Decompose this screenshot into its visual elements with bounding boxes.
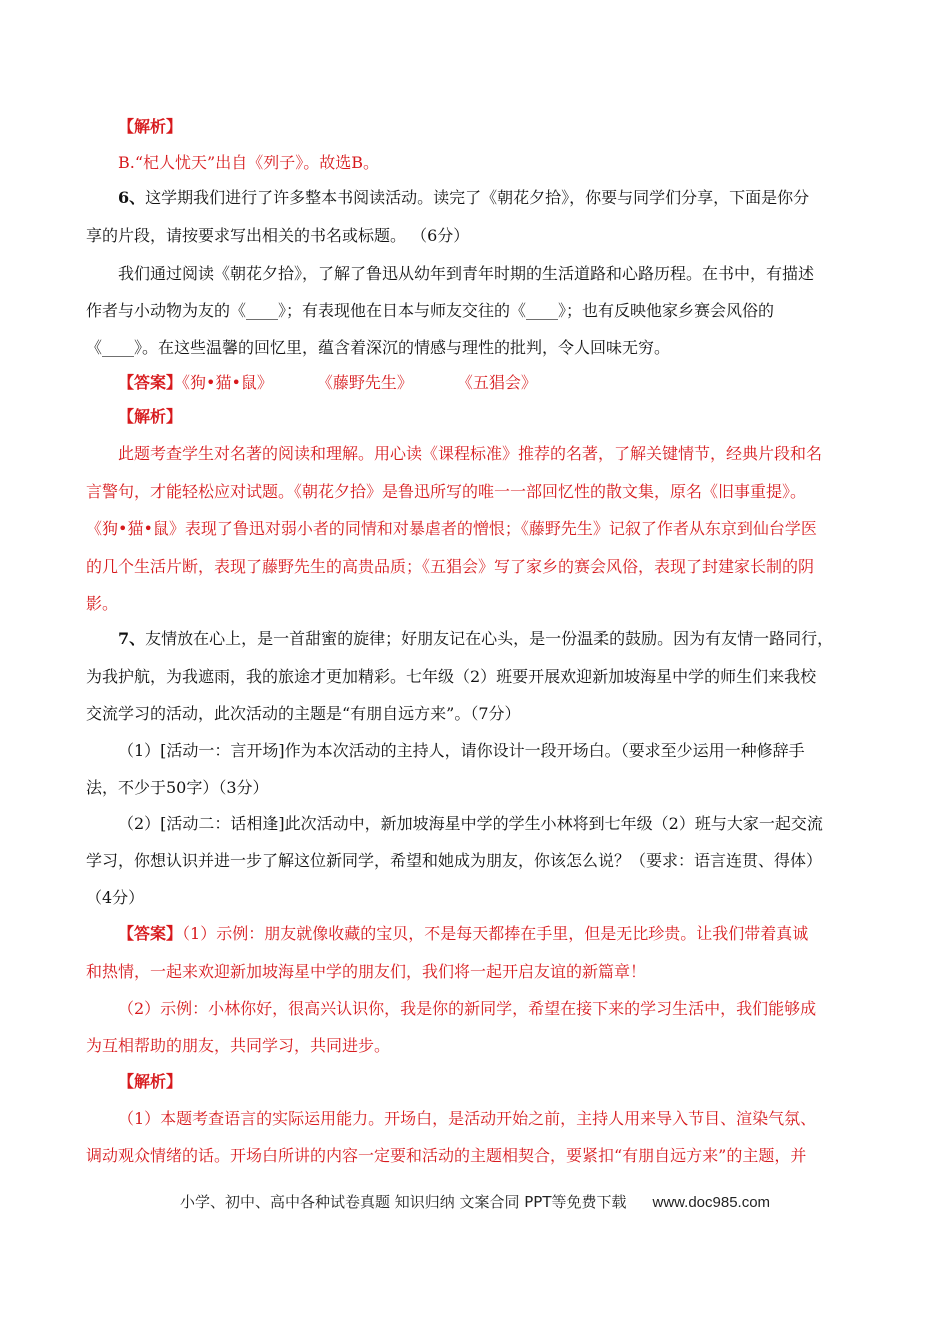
answer-text: （2）示例：小林你好，很高兴认识你，我是你的新同学，希望在接下来的学习生活中，我们能够成 <box>118 999 817 1018</box>
subquestion-text: 学习，你想认识并进一步了解这位新同学，希望和她成为朋友，你该怎么说？（要求：语言连贯、得体） <box>86 851 823 870</box>
analysis-text: 影。 <box>86 594 119 613</box>
analysis-text: 的几个生活片断，表现了藤野先生的高贵品质；《五猖会》写了家乡的赛会风俗，表现了封建家长制的阴 <box>86 557 815 576</box>
question-7-line <box>118 628 876 650</box>
answer-text: （1）示例：朋友就像收藏的宝贝，不是每天都捧在手里，但是无比珍贵。让我们带着真诚 <box>182 924 809 943</box>
answer-text: 和热情，一起来欢迎新加坡海星中学的朋友们，我们将一起开启友谊的新篇章！ <box>86 962 647 981</box>
passage-text: 作者与小动物为友的《____》；有表现他在日本与师友交往的《____》；也有反映他家乡赛会风俗的 <box>86 301 775 320</box>
analysis-text: （1）本题考查语言的实际运用能力。开场白，是活动开始之前，主持人用来导入节目、渲染气氛、 <box>118 1109 817 1128</box>
footer-text: 小学、初中、高中各种试卷真题 知识归纳 文案合同 PPT等免费下载 <box>179 1193 627 1211</box>
analysis-text: 调动观众情绪的话。开场白所讲的内容一定要和活动的主题相契合，要紧扣“有朋自远方来”的主题，并 <box>86 1146 807 1165</box>
question-text: 这学期我们进行了许多整本书阅读活动。读完了《朝花夕拾》，你要与同学们分享，下面是你分 <box>145 188 810 207</box>
subquestion-text: 法，不少于50字）（3分） <box>86 778 269 797</box>
passage-text: 《____》。在这些温馨的回忆里，蕴含着深沉的情感与理性的批判，令人回味无穷。 <box>86 338 671 357</box>
answer-text: B.“杞人忧天”出自《列子》。故选B。 <box>118 153 379 172</box>
analysis-label: 【解析】 <box>118 1072 183 1091</box>
answer-item: 《五猖会》 <box>456 373 537 392</box>
analysis-label: 【解析】 <box>118 117 183 136</box>
question-text: 享的片段，请按要求写出相关的书名或标题。 （6分） <box>86 226 470 245</box>
answer-item: 《藤野先生》 <box>316 373 413 392</box>
question-number: 7、 <box>118 629 146 648</box>
answer-line <box>118 372 876 394</box>
answer-text: 为互相帮助的朋友，共同学习，共同进步。 <box>86 1036 391 1055</box>
subquestion-text: （1）[活动一：言开场]作为本次活动的主持人，请你设计一段开场白。（要求至少运用一种修辞手 <box>118 741 805 760</box>
answer-label: 【答案】 <box>118 373 183 392</box>
subquestion-text: （2）[活动二：话相逢]此次活动中，新加坡海星中学的学生小林将到七年级（2）班与大家一起交流 <box>118 814 823 833</box>
question-number: 6、 <box>118 188 146 207</box>
answer-label: 【答案】 <box>118 924 183 943</box>
question-text: 友情放在心上，是一首甜蜜的旋律；好朋友记在心头，是一份温柔的鼓励。因为有友情一路同行， <box>145 629 834 648</box>
analysis-text: 言警句，才能轻松应对试题。《朝花夕拾》是鲁迅所写的唯一一部回忆性的散文集，原名《旧事重提》。 <box>86 482 807 501</box>
question-text: 为我护航，为我遮雨，我的旅途才更加精彩。七年级（2）班要开展欢迎新加坡海星中学的师生们来我校 <box>86 667 817 686</box>
analysis-text: 此题考查学生对名著的阅读和理解。用心读《课程标准》推荐的名著，了解关键情节，经典片段和名 <box>118 444 823 463</box>
question-text: 交流学习的活动，此次活动的主题是“有朋自远方来”。（7分） <box>86 704 521 723</box>
answer-item: 《狗•猫•鼠》 <box>182 373 273 392</box>
subquestion-text: （4分） <box>86 888 145 907</box>
passage-text: 我们通过阅读《朝花夕拾》，了解了鲁迅从幼年到青年时期的生活道路和心路历程。在书中，有描述 <box>118 264 815 283</box>
question-6-line <box>118 187 876 209</box>
page-footer <box>0 1192 950 1213</box>
analysis-text: 《狗•猫•鼠》表现了鲁迅对弱小者的同情和对暴虐者的憎恨；《藤野先生》记叙了作者从东京到仙台学医 <box>86 519 817 538</box>
footer-url[interactable]: www.doc985.com <box>652 1194 771 1211</box>
answer-line <box>118 923 876 945</box>
analysis-label: 【解析】 <box>118 407 183 426</box>
